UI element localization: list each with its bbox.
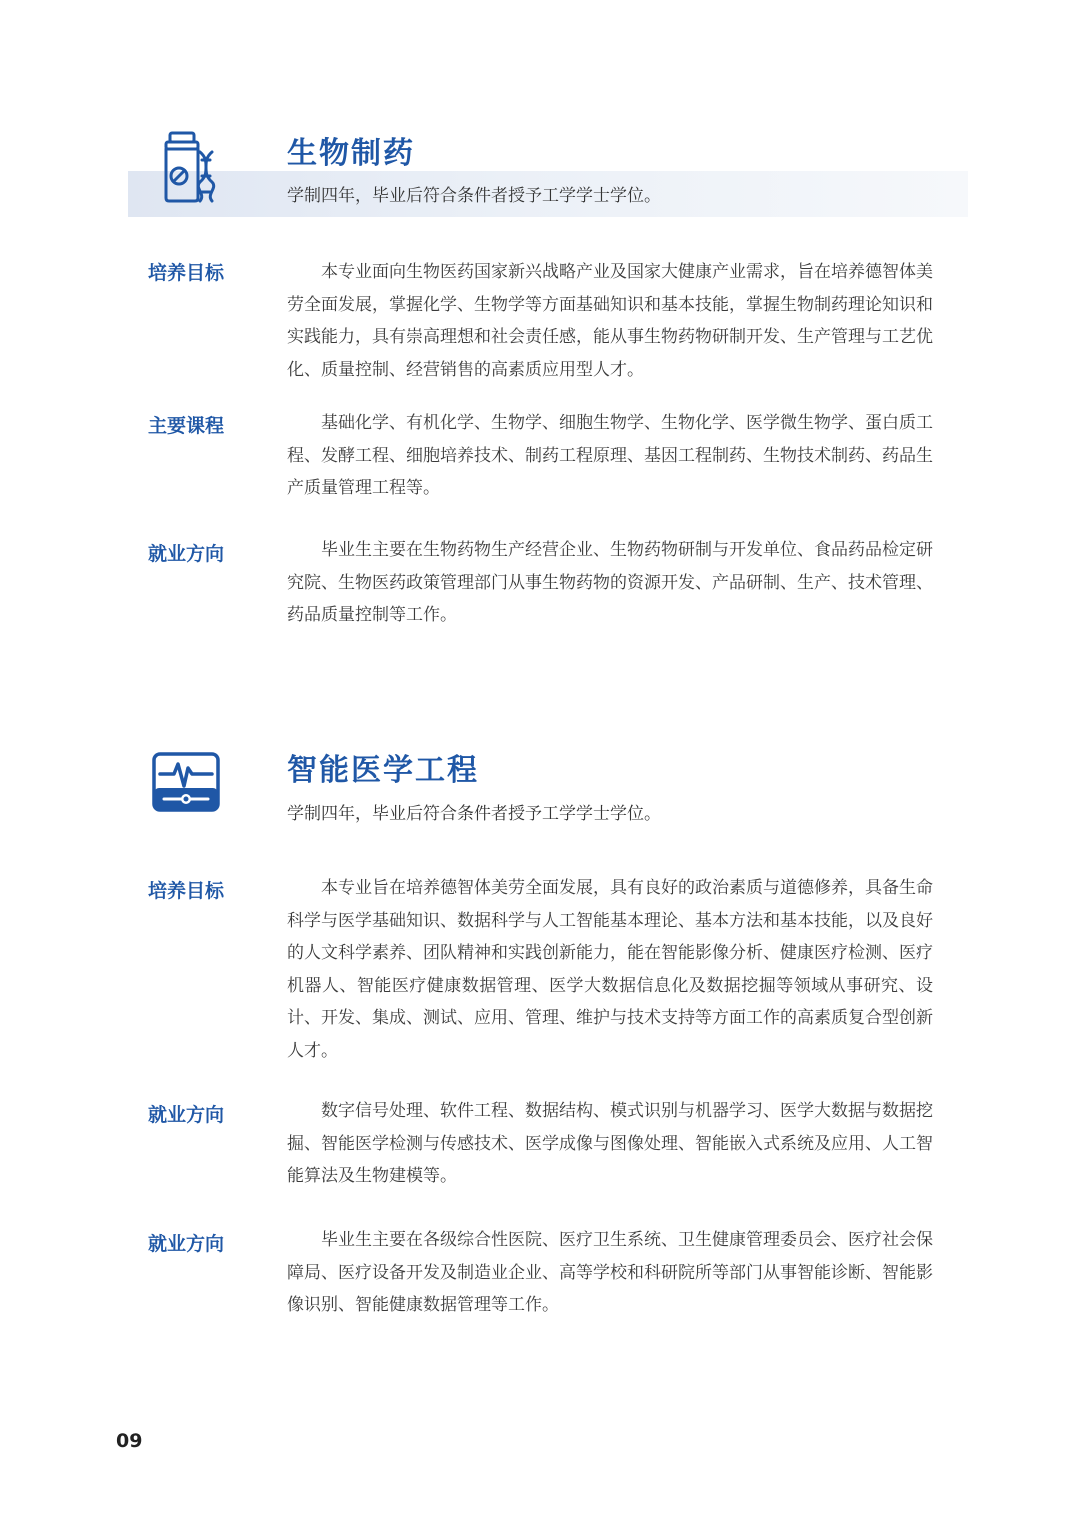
row-label: 就业方向 [148, 543, 225, 565]
row-text: 毕业生主要在生物药物生产经营企业、生物药物研制与开发单位、食品药品检定研究院、生物医药政策管理部门从事生物药物的资源开发、产品研制、生产、技术管理、药品质量控制等工作。 [287, 540, 933, 626]
row-text: 本专业面向生物医药国家新兴战略产业及国家大健康产业需求，旨在培养德智体美劳全面发展，掌握化学、生物学等方面基础知识和基本技能，掌握生物制药理论知识和实践能力，具有崇高理想和社会责任感，能从事生物药物研制开发、生产管理与工艺优化、质量控制、经营销售的高素质应用型人才。 [287, 262, 933, 380]
section-title: 生物制药 [287, 136, 415, 171]
medicine-bottle-dna-icon [160, 130, 218, 204]
row-label: 培养目标 [148, 880, 225, 902]
row-text: 本专业旨在培养德智体美劳全面发展，具有良好的政治素质与道德修养，具备生命科学与医学基础知识、数据科学与人工智能基本理论、基本方法和基本技能，以及良好的人文科学素养、团队精神和实践创新能力，能在智能影像分析、健康医疗检测、医疗机器人、智能医疗健康数据管理、医学大数据信息化及数据挖掘等领域从事研究、设计、开发、集成、测试、应用、管理、维护与技术支持等方面工作的高素质复合型创新人才。 [287, 878, 933, 1061]
row-text: 毕业生主要在各级综合性医院、医疗卫生系统、卫生健康管理委员会、医疗社会保障局、医疗设备开发及制造业企业、高等学校和科研院所等部门从事智能诊断、智能影像识别、智能健康数据管理等工作。 [287, 1230, 933, 1316]
row-label: 就业方向 [148, 1233, 225, 1255]
row-label: 主要课程 [148, 415, 225, 437]
section-subtitle: 学制四年，毕业后符合条件者授予工学学士学位。 [287, 804, 661, 824]
row-label: 就业方向 [148, 1104, 225, 1126]
row-label: 培养目标 [148, 262, 225, 284]
section-title: 智能医学工程 [287, 753, 479, 788]
heart-monitor-icon [152, 752, 220, 812]
row-text: 数字信号处理、软件工程、数据结构、模式识别与机器学习、医学大数据与数据挖掘、智能医学检测与传感技术、医学成像与图像处理、智能嵌入式系统及应用、人工智能算法及生物建模等。 [287, 1101, 933, 1187]
row-text: 基础化学、有机化学、生物学、细胞生物学、生物化学、医学微生物学、蛋白质工程、发酵工程、细胞培养技术、制药工程原理、基因工程制药、生物技术制药、药品生产质量管理工程等。 [287, 413, 933, 499]
section-subtitle: 学制四年，毕业后符合条件者授予工学学士学位。 [287, 186, 661, 206]
page-number: 09 [116, 1430, 143, 1452]
